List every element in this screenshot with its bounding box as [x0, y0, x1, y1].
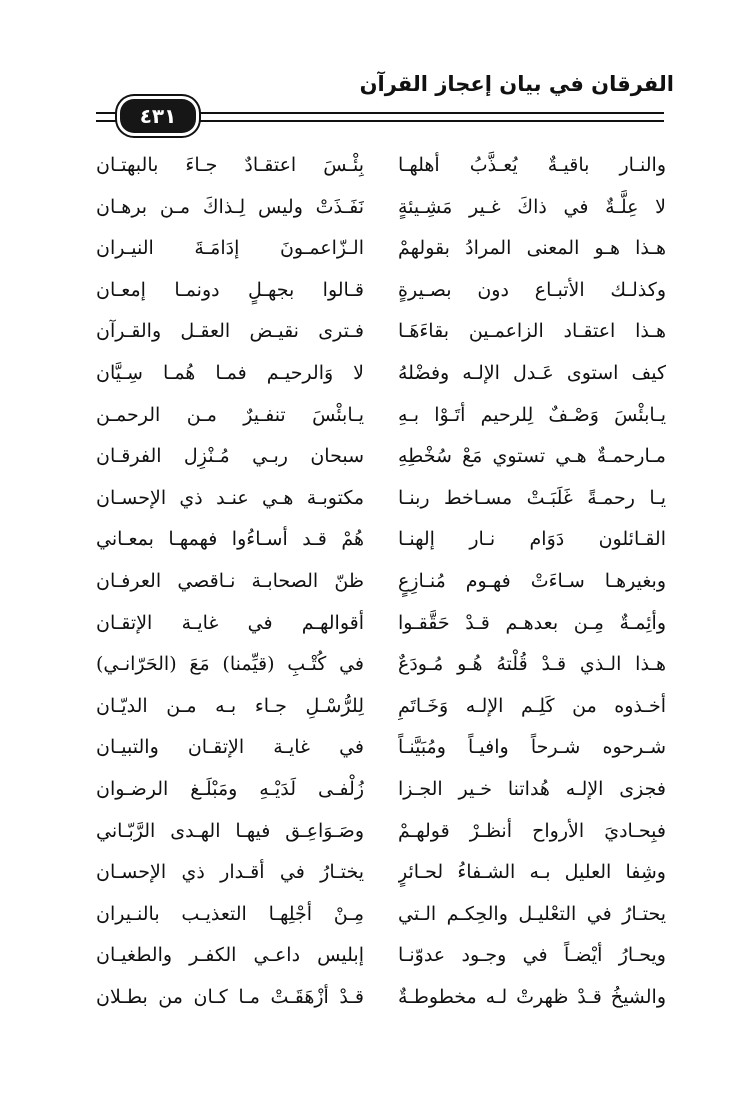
verse-hemistich-first: هـذا هـو المعنى المرادُ بقولهمْ [398, 237, 666, 260]
verse-hemistich-second: هُمْ قـد أسـاءُوا فهمهـا بمعـاني [96, 528, 364, 551]
verse-hemistich-first: لا عِلَّـةٌ في ذاكَ غـير مَشِـيئةٍ [398, 195, 666, 218]
page-number: ٤٣١ [139, 104, 177, 128]
verse-hemistich-first: والشيخُ قـدْ ظهرتْ لـه مخطوطـةٌ [398, 985, 666, 1008]
page-number-badge [120, 99, 196, 133]
verse-hemistich-second: في كُتْـبِ (قيِّمنا) مَعَ (الحَرّانـي) [96, 653, 364, 676]
verse-hemistich-first: فبِحـاديَ الأرواح أنظـرْ قولهـمْ [398, 819, 666, 842]
verse-hemistich-second: الـزّاعمـونَ إدَامَـةَ النيـران [96, 237, 364, 260]
verse-hemistich-first: يحتـارُ في التعْليـل والحِكـم الـتي [398, 902, 666, 925]
verse-hemistich-first: وبغيرهـا سـاءَتْ فهـوم مُنـازِعٍ [398, 569, 666, 592]
verse-hemistich-second: إبليس داعـي الكفـر والطغيـان [96, 944, 364, 967]
verse-column-left [96, 145, 364, 1018]
verse-hemistich-second: يختـارُ في أقـدار ذي الإحسـان [96, 861, 364, 884]
verse-hemistich-second: نَفَـذَتْ وليس لِـذاكَ مـن برهـان [96, 195, 364, 218]
verse-hemistich-second: سبحان ربـي مُـنْزِل الفرقـان [96, 445, 364, 468]
verse-hemistich-second: ظنّ الصحابـة نـاقصي العرفـان [96, 569, 364, 592]
verse-hemistich-first: مـارحمـةٌ هـي تستوي مَعْ سُخْطِهِ [398, 445, 666, 468]
verse-hemistich-second: في غايـة الإتقـان والتبيـان [96, 736, 364, 759]
verse-hemistich-second: بِئْـسَ اعتقـادٌ جـاءَ بالبهتـان [96, 154, 364, 176]
verse-hemistich-second: قـدْ أزْهَقَـتْ مـا كـان من بطـلان [96, 985, 364, 1008]
verse-hemistich-first: أخـذوه من كَلِـم الإلـه وَخَـاتَمِ [398, 694, 666, 717]
verse-hemistich-first: يـا رحمـةً غَلَبَـتْ مسـاخط ربنـا [398, 486, 666, 509]
verse-hemistich-first: هـذا الـذي قـدْ قُلْتهُ هُـو مُـودَعٌ [398, 653, 666, 676]
verse-hemistich-second: مكتوبـة هـي عنـد ذي الإحسـان [96, 486, 364, 509]
verse-hemistich-first: كيف استوى عَـدل الإلـه وفضْلهُ [398, 361, 666, 384]
verse-hemistich-second: زُلْفـى لَدَيْـهِ ومَبْلَـغ الرضـوان [96, 777, 364, 800]
verse-hemistich-first: وأئِمـةٌ مِـن بعدهـم قـدْ حَقَّقـوا [398, 611, 666, 634]
verse-hemistich-second: وصَـوَاعِـق فيهـا الهـدى الرَّبّـاني [96, 819, 364, 842]
running-header-title: الفرقان في بيان إعجاز القرآن [359, 72, 674, 96]
verse-hemistich-second: لا وَالرحيـم فمـا هُمـا سِـيَّان [96, 361, 364, 384]
verse-hemistich-second: لِلرُّسْـلِ جـاء بـه مـن الديّـان [96, 694, 364, 717]
verse-hemistich-second: قـالوا بجهـلٍ دونمـا إمعـان [96, 278, 364, 301]
verse-hemistich-first: يـابئْسَ وَصْـفٌ لِلرحيم أتَـوْا بـهِ [398, 403, 666, 426]
verse-hemistich-second: مِـنْ أجْلِهـا التعذيـب بالنـيران [96, 902, 364, 925]
verse-hemistich-second: أقوالهـم في غايـة الإتقـان [96, 611, 364, 634]
verse-column-right [398, 145, 666, 1018]
verse-hemistich-first: والنـار باقيـةٌ يُعـذَّبُ أهلهـا [398, 154, 666, 176]
verse-hemistich-first: وكذلـك الأتبـاع دون بصـيرةٍ [398, 278, 666, 301]
verse-hemistich-first: القـائلون دَوَام نـار إلهنـا [398, 528, 666, 551]
verse-hemistich-first: شـرحوه شـرحاً وافيـاً ومُبَيَّنـاً [398, 736, 666, 759]
verse-hemistich-second: فـترى نقيـض العقـل والقـرآن [96, 320, 364, 343]
verse-hemistich-first: ويحـارُ أيْضـاً في وجـود عدوّنـا [398, 944, 666, 967]
verse-hemistich-first: فجزى الإلـه هُداتنا خـير الجـزا [398, 777, 666, 800]
verse-hemistich-first: وشِفا العليل بـه الشـفاءُ لحـائرٍ [398, 861, 666, 884]
verse-hemistich-second: يـابئْسَ تنفـيرٌ مـن الرحمـن [96, 403, 364, 426]
verse-hemistich-first: هـذا اعتقـاد الزاعمـين بقاءَهَـا [398, 320, 666, 343]
